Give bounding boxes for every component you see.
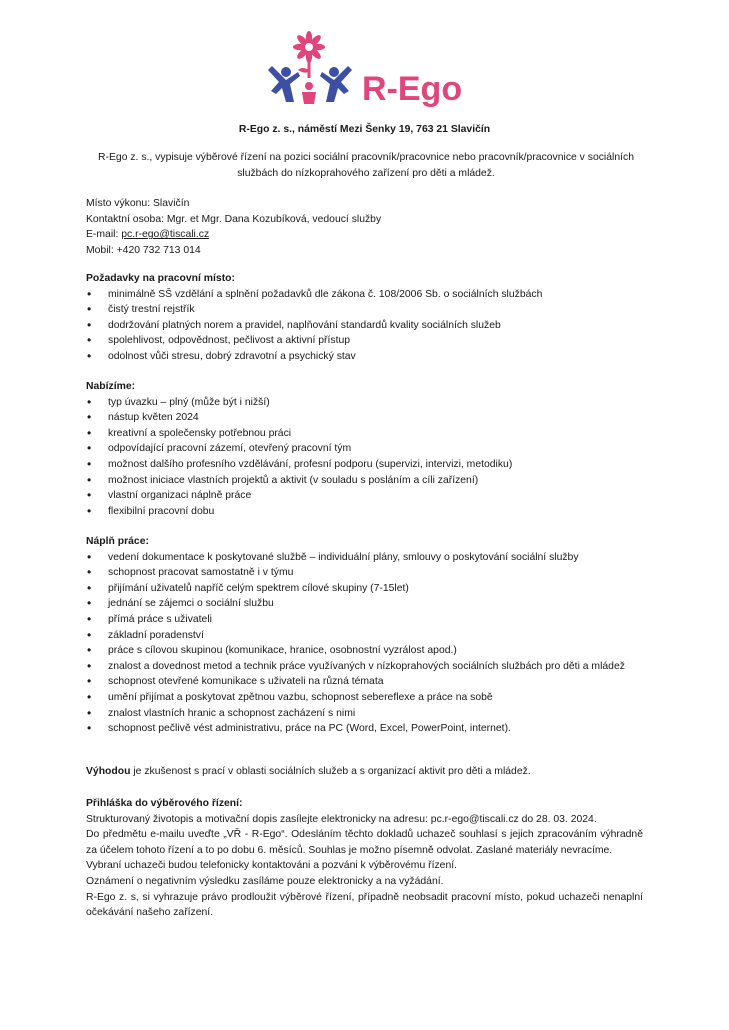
- list-item: • spolehlivost, odpovědnost, pečlivost a aktivní přístup: [86, 333, 646, 349]
- list-item: • znalost a dovednost metod a technik práce využívaných v nízkoprahových sociálních službách pro děti a mládež: [86, 659, 646, 675]
- list-item: • přijímání uživatelů napříč celým spektrem cílové skupiny (7-15let): [86, 581, 646, 597]
- contact-person: Kontaktní osoba: Mgr. et Mgr. Dana Kozubíková, vedoucí služby: [86, 213, 382, 225]
- r-ego-logo: [262, 30, 472, 110]
- list-item: • možnost dalšího profesního vzdělávání, profesní podporu (supervizi, intervizi, metodiku): [86, 457, 646, 473]
- offer-section: [86, 379, 646, 519]
- requirements-list: [86, 287, 646, 365]
- list-item: • schopnost otevřené komunikace s uživateli na různá témata: [86, 674, 646, 690]
- list-item: • umění přijímat a poskytovat zpětnou vazbu, schopnost sebereflexe a práce na sobě: [86, 690, 646, 706]
- list-item: • znalost vlastních hranic a schopnost zacházení s nimi: [86, 706, 646, 722]
- list-item: • minimálně SŠ vzdělání a splnění požadavků dle zákona č. 108/2006 Sb. o sociálních službách: [86, 287, 646, 303]
- advantage-paragraph: [86, 764, 646, 780]
- list-item: • schopnost pracovat samostatně i v týmu: [86, 565, 646, 581]
- application-paragraph: Strukturovaný životopis a motivační dopis zasílejte elektronicky na adresu: pc.r-ego@tiscali.cz do 28. 03. 2024.: [86, 813, 597, 825]
- duties-title: Náplň práce:: [86, 536, 149, 547]
- list-item: • kreativní a společensky potřebnou práci: [86, 426, 646, 442]
- email-link[interactable]: pc.r-ego@tiscali.cz: [121, 229, 210, 241]
- list-item: • odpovídající pracovní zázemí, otevřený pracovní tým: [86, 441, 646, 457]
- email-label: E-mail:: [86, 229, 122, 241]
- application-paragraph: Vybraní uchazeči budou telefonicky kontaktováni a pozváni k výběrovému řízení.: [86, 860, 457, 872]
- list-item: • schopnost pečlivě vést administrativu, práce na PC (Word, Excel, PowerPoint, internet).: [86, 721, 646, 737]
- list-item: • základní poradenství: [86, 628, 646, 644]
- list-item: • jednání se zájemci o sociální službu: [86, 596, 646, 612]
- list-item: • čistý trestní rejstřík: [86, 302, 646, 318]
- list-item: • typ úvazku – plný (může být i nižší): [86, 395, 646, 411]
- offer-list: [86, 395, 646, 520]
- duties-list: [86, 550, 646, 737]
- application-section: [86, 796, 643, 921]
- list-item: • vedení dokumentace k poskytované službě – individuální plány, smlouvy o poskytování sociální služby: [86, 550, 646, 566]
- phone-line: Mobil: +420 732 713 014: [86, 244, 201, 256]
- list-item: • dodržování platných norem a pravidel, naplňování standardů kvality sociálních služeb: [86, 318, 646, 334]
- company-address: R-Ego z. s., náměstí Mezi Šenky 19, 763 21 Slavičín: [238, 124, 491, 135]
- place-of-work: Místo výkonu: Slavičín: [86, 198, 190, 209]
- email-line: [86, 227, 646, 243]
- application-paragraph: Do předmětu e-mailu uveďte „VŘ - R-Ego“. Odesláním těchto dokladů uchazeč souhlasí s jejich zpracováním výhradně za účelem tohoto řízení a to po dobu 6. měsíců. Souhlas je možno písemně odvolat. Zaslané materiály nevracíme.: [86, 829, 643, 856]
- logo-text: R-Ego: [362, 70, 463, 108]
- list-item: • vlastní organizaci náplně práce: [86, 488, 646, 504]
- requirements-section: [86, 271, 646, 365]
- logo-graphic: [262, 30, 472, 110]
- intro-paragraph: R-Ego z. s., vypisuje výběrové řízení na pozici sociální pracovník/pracovnice nebo pracovník/pracovnice v sociálních službách do nízkoprahového zařízení pro děti a mládež.: [98, 152, 634, 179]
- contact-block: [86, 196, 646, 258]
- list-item: • nástup květen 2024: [86, 410, 646, 426]
- advantage-bold: Výhodou: [86, 766, 131, 777]
- advantage-text: je zkušenost s prací v oblasti sociálních služeb a s organizací aktivit pro děti a mládež.: [130, 766, 531, 777]
- list-item: • možnost iniciace vlastních projektů a aktivit (v souladu s posláním a cíli zařízení): [86, 473, 646, 489]
- list-item: • přímá práce s uživateli: [86, 612, 646, 628]
- requirements-title: Požadavky na pracovní místo:: [86, 273, 235, 284]
- list-item: • práce s cílovou skupinou (komunikace, hranice, osobnostní vyzrálost apod.): [86, 643, 646, 659]
- list-item: • odolnost vůči stresu, dobrý zdravotní a psychický stav: [86, 349, 646, 365]
- application-paragraph: Oznámení o negativním výsledku zasíláme pouze elektronicky a na vyžádání.: [86, 875, 444, 887]
- flower-icon: [293, 31, 325, 63]
- duties-section: [86, 534, 646, 737]
- offer-title: Nabízíme:: [86, 381, 136, 392]
- application-title: Přihláška do výběrového řízení:: [86, 798, 243, 809]
- list-item: • flexibilní pracovní dobu: [86, 504, 646, 520]
- application-paragraph: R-Ego z. s, si vyhrazuje právo prodloužit výběrové řízení, případně neobsadit pracovní místo, pokud uchazeči nenaplní očekávání našeho zařízení.: [86, 891, 643, 919]
